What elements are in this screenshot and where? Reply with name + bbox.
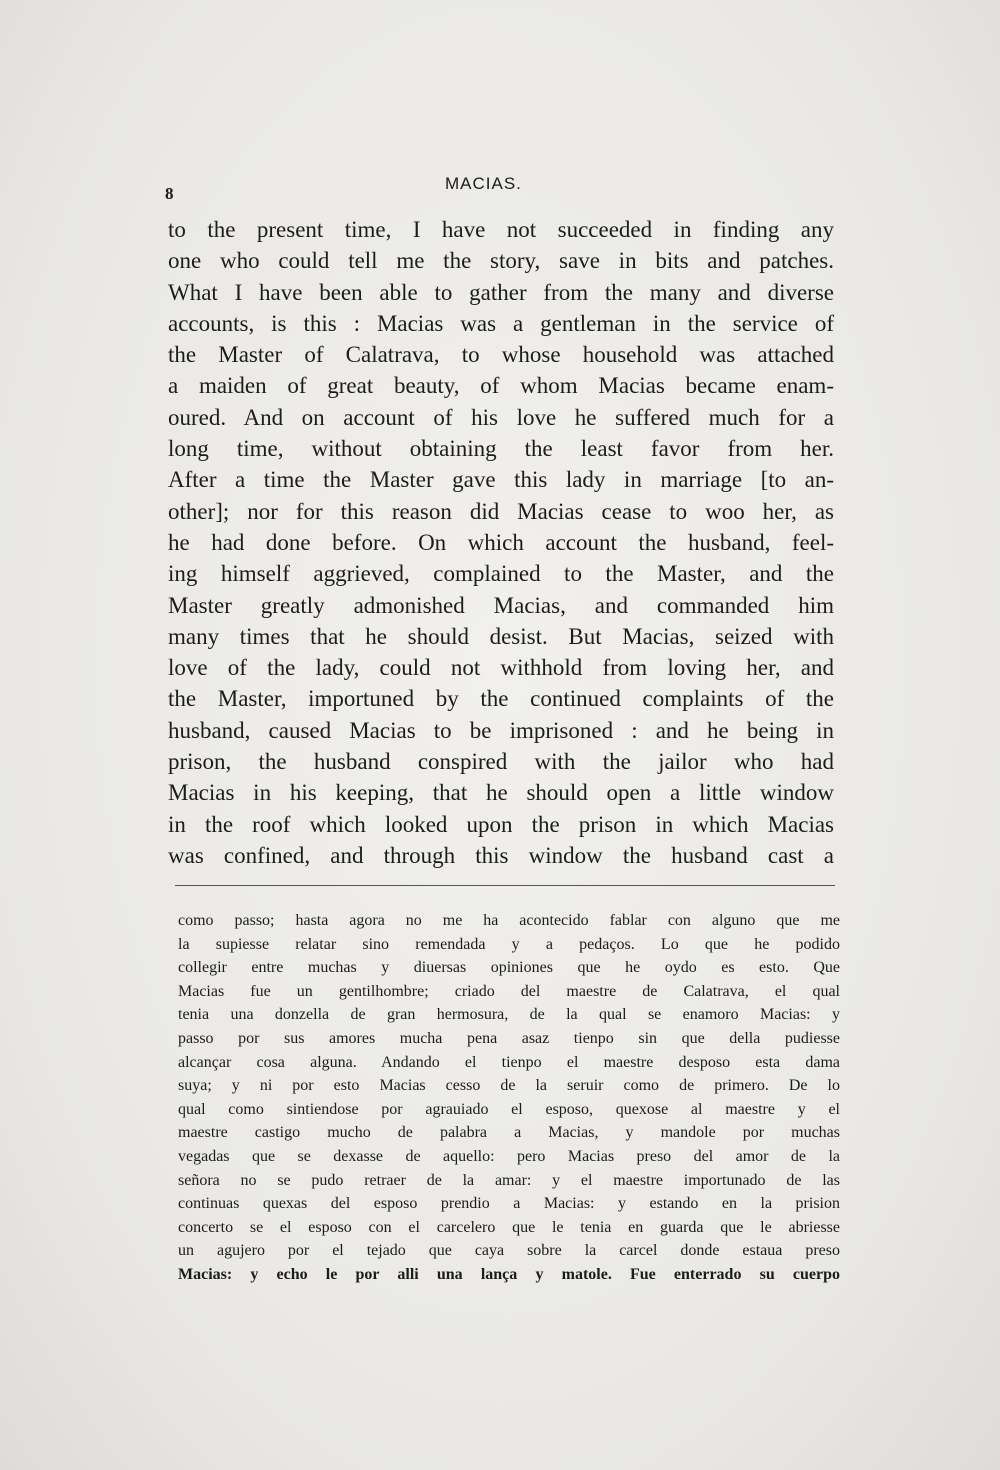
- text-line: other]; nor for this reason did Macias cease to woo her, as: [168, 498, 834, 524]
- main-text: [168, 214, 834, 871]
- footnote-line: como passo; hasta agora no me ha acontecido fablar con alguno que me: [178, 912, 840, 929]
- footnote-line: la supiesse relatar sino remendada y a pedaços. Lo que he podido: [178, 935, 840, 953]
- footnote-line: vegadas que se dexasse de aquello: pero Macias preso del amor de la: [178, 1147, 840, 1165]
- running-head: [165, 170, 835, 203]
- footnote-line: Macias: y echo le por alli una lança y matole. Fue enterrado su cuerpo: [178, 1265, 840, 1283]
- text-line: After a time the Master gave this lady in marriage [to an-: [168, 467, 834, 493]
- text-line: many times that he should desist. But Macias, seized with: [168, 623, 834, 649]
- text-line: accounts, is this : Macias was a gentleman in the service of: [168, 310, 834, 336]
- footnote: [178, 909, 840, 1287]
- footnote-line: maestre castigo mucho de palabra a Macias, y mandole por muchas: [178, 1124, 840, 1142]
- running-title: MACIAS.: [445, 174, 522, 193]
- text-line: What I have been able to gather from the many and diverse: [168, 279, 834, 305]
- footnote-line: señora no se pudo retraer de la amar: y el maestre importunado de las: [178, 1171, 840, 1189]
- text-line: in the roof which looked upon the prison in which Macias: [168, 811, 834, 837]
- text-line: love of the lady, could not withhold from loving her, and: [168, 655, 834, 681]
- footnote-line: qual como sintiendose por agrauiado el esposo, quexose al maestre y el: [178, 1100, 840, 1118]
- text-line: long time, without obtaining the least favor from her.: [168, 436, 834, 462]
- text-line: Macias in his keeping, that he should open a little window: [168, 780, 834, 806]
- text-line: was confined, and through this window the husband cast a: [168, 842, 834, 868]
- footnote-line: concerto se el esposo con el carcelero que le tenia en guarda que le abriesse: [178, 1218, 840, 1236]
- footnote-line: alcançar cosa alguna. Andando el tienpo el maestre desposo esta dama: [178, 1053, 840, 1071]
- text-line: prison, the husband conspired with the jailor who had: [168, 749, 834, 775]
- footnote-line: continuas quexas del esposo prendio a Macias: y estando en la prision: [178, 1195, 840, 1213]
- text-line: a maiden of great beauty, of whom Macias became enam-: [168, 373, 834, 399]
- text-line: oured. And on account of his love he suffered much for a: [168, 404, 834, 430]
- footnote-line: passo por sus amores mucha pena asaz tienpo sin que della pudiesse: [178, 1029, 840, 1047]
- text-line: to the present time, I have not succeeded in finding any: [168, 217, 834, 242]
- footnote-line: tenia una donzella de gran hermosura, de la qual se enamoro Macias: y: [178, 1006, 840, 1024]
- text-line: the Master of Calatrava, to whose household was attached: [168, 342, 834, 368]
- text-line: Master greatly admonished Macias, and commanded him: [168, 592, 834, 618]
- footnote-divider: [175, 885, 835, 886]
- text-line: one who could tell me the story, save in bits and patches.: [168, 248, 834, 274]
- footnote-line: Macias fue un gentilhombre; criado del maestre de Calatrava, el qual: [178, 982, 840, 1000]
- text-line: the Master, importuned by the continued complaints of the: [168, 686, 834, 712]
- footnote-line: un agujero por el tejado que caya sobre la carcel donde estaua preso: [178, 1242, 840, 1260]
- text-line: he had done before. On which account the husband, feel-: [168, 529, 834, 555]
- text-line: husband, caused Macias to be imprisoned : and he being in: [168, 717, 834, 743]
- footnote-line: collegir entre muchas y diuersas opiniones que he oydo es esto. Que: [178, 959, 840, 977]
- page-number: 8: [165, 184, 174, 203]
- footnote-line: suya; y ni por esto Macias cesso de la seruir como de primero. De lo: [178, 1077, 840, 1095]
- text-line: ing himself aggrieved, complained to the Master, and the: [168, 561, 834, 587]
